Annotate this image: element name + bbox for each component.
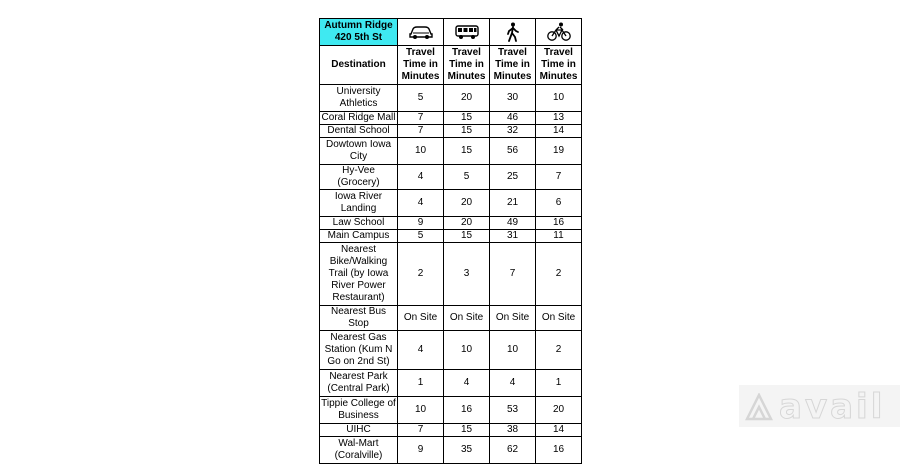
- bike-time-cell: 14: [536, 424, 582, 437]
- car-time-cell: 9: [398, 217, 444, 230]
- bike-time-cell: 7: [536, 165, 582, 190]
- table-row: [320, 217, 582, 230]
- bus-time-cell: On Site: [444, 306, 490, 331]
- walk-time-header: Travel Time in Minutes: [490, 46, 536, 85]
- walking-icon: [505, 22, 521, 42]
- walk-time-cell: 25: [490, 165, 536, 190]
- walk-time-cell: 21: [490, 190, 536, 217]
- property-address: 420 5th St: [334, 32, 383, 43]
- table-row: [320, 243, 582, 306]
- destination-cell: Main Campus: [320, 230, 398, 243]
- destination-cell: Coral Ridge Mall: [320, 112, 398, 125]
- bus-header: [444, 19, 490, 46]
- avail-logo-icon: [745, 393, 773, 421]
- walk-time-cell: 31: [490, 230, 536, 243]
- header-row-icons: [320, 19, 582, 46]
- bus-time-cell: 20: [444, 85, 490, 112]
- bike-time-cell: 10: [536, 85, 582, 112]
- car-time-cell: 7: [398, 112, 444, 125]
- destination-cell: Wal-Mart (Coralville): [320, 437, 398, 464]
- bike-time-cell: 2: [536, 243, 582, 306]
- destination-cell: Law School: [320, 217, 398, 230]
- walk-time-cell: 10: [490, 331, 536, 370]
- car-time-cell: 4: [398, 331, 444, 370]
- car-time-cell: 10: [398, 138, 444, 165]
- table-row: [320, 138, 582, 165]
- bus-time-cell: 5: [444, 165, 490, 190]
- bike-time-cell: 2: [536, 331, 582, 370]
- walk-time-cell: 30: [490, 85, 536, 112]
- bus-time-header: Travel Time in Minutes: [444, 46, 490, 85]
- walking-header: [490, 19, 536, 46]
- bike-time-cell: 20: [536, 397, 582, 424]
- bike-time-cell: 16: [536, 437, 582, 464]
- walk-time-cell: 62: [490, 437, 536, 464]
- car-header: [398, 19, 444, 46]
- bus-time-cell: 10: [444, 331, 490, 370]
- destination-cell: Iowa River Landing: [320, 190, 398, 217]
- car-icon: [408, 24, 434, 40]
- bus-time-cell: 4: [444, 370, 490, 397]
- walk-time-cell: 56: [490, 138, 536, 165]
- property-cell: [320, 19, 398, 46]
- car-time-cell: 5: [398, 230, 444, 243]
- table-row: [320, 165, 582, 190]
- table-row: [320, 331, 582, 370]
- bus-time-cell: 20: [444, 217, 490, 230]
- walk-time-cell: 46: [490, 112, 536, 125]
- destination-cell: Nearest Park (Central Park): [320, 370, 398, 397]
- bus-time-cell: 35: [444, 437, 490, 464]
- table-row: [320, 85, 582, 112]
- destination-cell: Nearest Gas Station (Kum N Go on 2nd St): [320, 331, 398, 370]
- bus-time-cell: 3: [444, 243, 490, 306]
- walk-time-cell: 53: [490, 397, 536, 424]
- avail-watermark: [739, 385, 900, 427]
- car-time-cell: On Site: [398, 306, 444, 331]
- destination-cell: UIHC: [320, 424, 398, 437]
- table-row: [320, 125, 582, 138]
- car-time-cell: 4: [398, 165, 444, 190]
- destination-cell: Hy-Vee (Grocery): [320, 165, 398, 190]
- walk-time-cell: 38: [490, 424, 536, 437]
- bike-time-cell: 19: [536, 138, 582, 165]
- table-row: [320, 190, 582, 217]
- travel-time-table: [319, 18, 582, 464]
- bus-time-cell: 15: [444, 230, 490, 243]
- property-name: Autumn Ridge: [324, 20, 393, 31]
- table-row: [320, 306, 582, 331]
- bicycle-header: [536, 19, 582, 46]
- destination-cell: Dowtown Iowa City: [320, 138, 398, 165]
- bus-time-cell: 16: [444, 397, 490, 424]
- bike-time-cell: 16: [536, 217, 582, 230]
- bike-time-header: Travel Time in Minutes: [536, 46, 582, 85]
- car-time-cell: 9: [398, 437, 444, 464]
- bus-time-cell: 20: [444, 190, 490, 217]
- car-time-cell: 5: [398, 85, 444, 112]
- table-row: [320, 437, 582, 464]
- table-row: [320, 370, 582, 397]
- table-row: [320, 424, 582, 437]
- walk-time-cell: 32: [490, 125, 536, 138]
- destination-cell: Nearest Bus Stop: [320, 306, 398, 331]
- car-time-header: Travel Time in Minutes: [398, 46, 444, 85]
- walk-time-cell: 4: [490, 370, 536, 397]
- destination-header: Destination: [320, 46, 398, 85]
- table-row: [320, 230, 582, 243]
- bus-time-cell: 15: [444, 125, 490, 138]
- car-time-cell: 7: [398, 424, 444, 437]
- bus-icon: [454, 24, 480, 40]
- car-time-cell: 1: [398, 370, 444, 397]
- destination-cell: Tippie College of Business: [320, 397, 398, 424]
- car-time-cell: 2: [398, 243, 444, 306]
- car-time-cell: 10: [398, 397, 444, 424]
- bus-time-cell: 15: [444, 112, 490, 125]
- bike-time-cell: 6: [536, 190, 582, 217]
- header-row-labels: [320, 46, 582, 85]
- bike-time-cell: 14: [536, 125, 582, 138]
- avail-logo-text: avail: [779, 387, 886, 427]
- bus-time-cell: 15: [444, 424, 490, 437]
- walk-time-cell: 7: [490, 243, 536, 306]
- car-time-cell: 4: [398, 190, 444, 217]
- bike-time-cell: On Site: [536, 306, 582, 331]
- bike-time-cell: 11: [536, 230, 582, 243]
- bike-time-cell: 13: [536, 112, 582, 125]
- destination-cell: Dental School: [320, 125, 398, 138]
- table-row: [320, 397, 582, 424]
- table-row: [320, 112, 582, 125]
- bicycle-icon: [547, 22, 571, 42]
- destination-cell: University Athletics: [320, 85, 398, 112]
- bus-time-cell: 15: [444, 138, 490, 165]
- car-time-cell: 7: [398, 125, 444, 138]
- walk-time-cell: On Site: [490, 306, 536, 331]
- bike-time-cell: 1: [536, 370, 582, 397]
- walk-time-cell: 49: [490, 217, 536, 230]
- destination-cell: Nearest Bike/Walking Trail (by Iowa River Power Restaurant): [320, 243, 398, 306]
